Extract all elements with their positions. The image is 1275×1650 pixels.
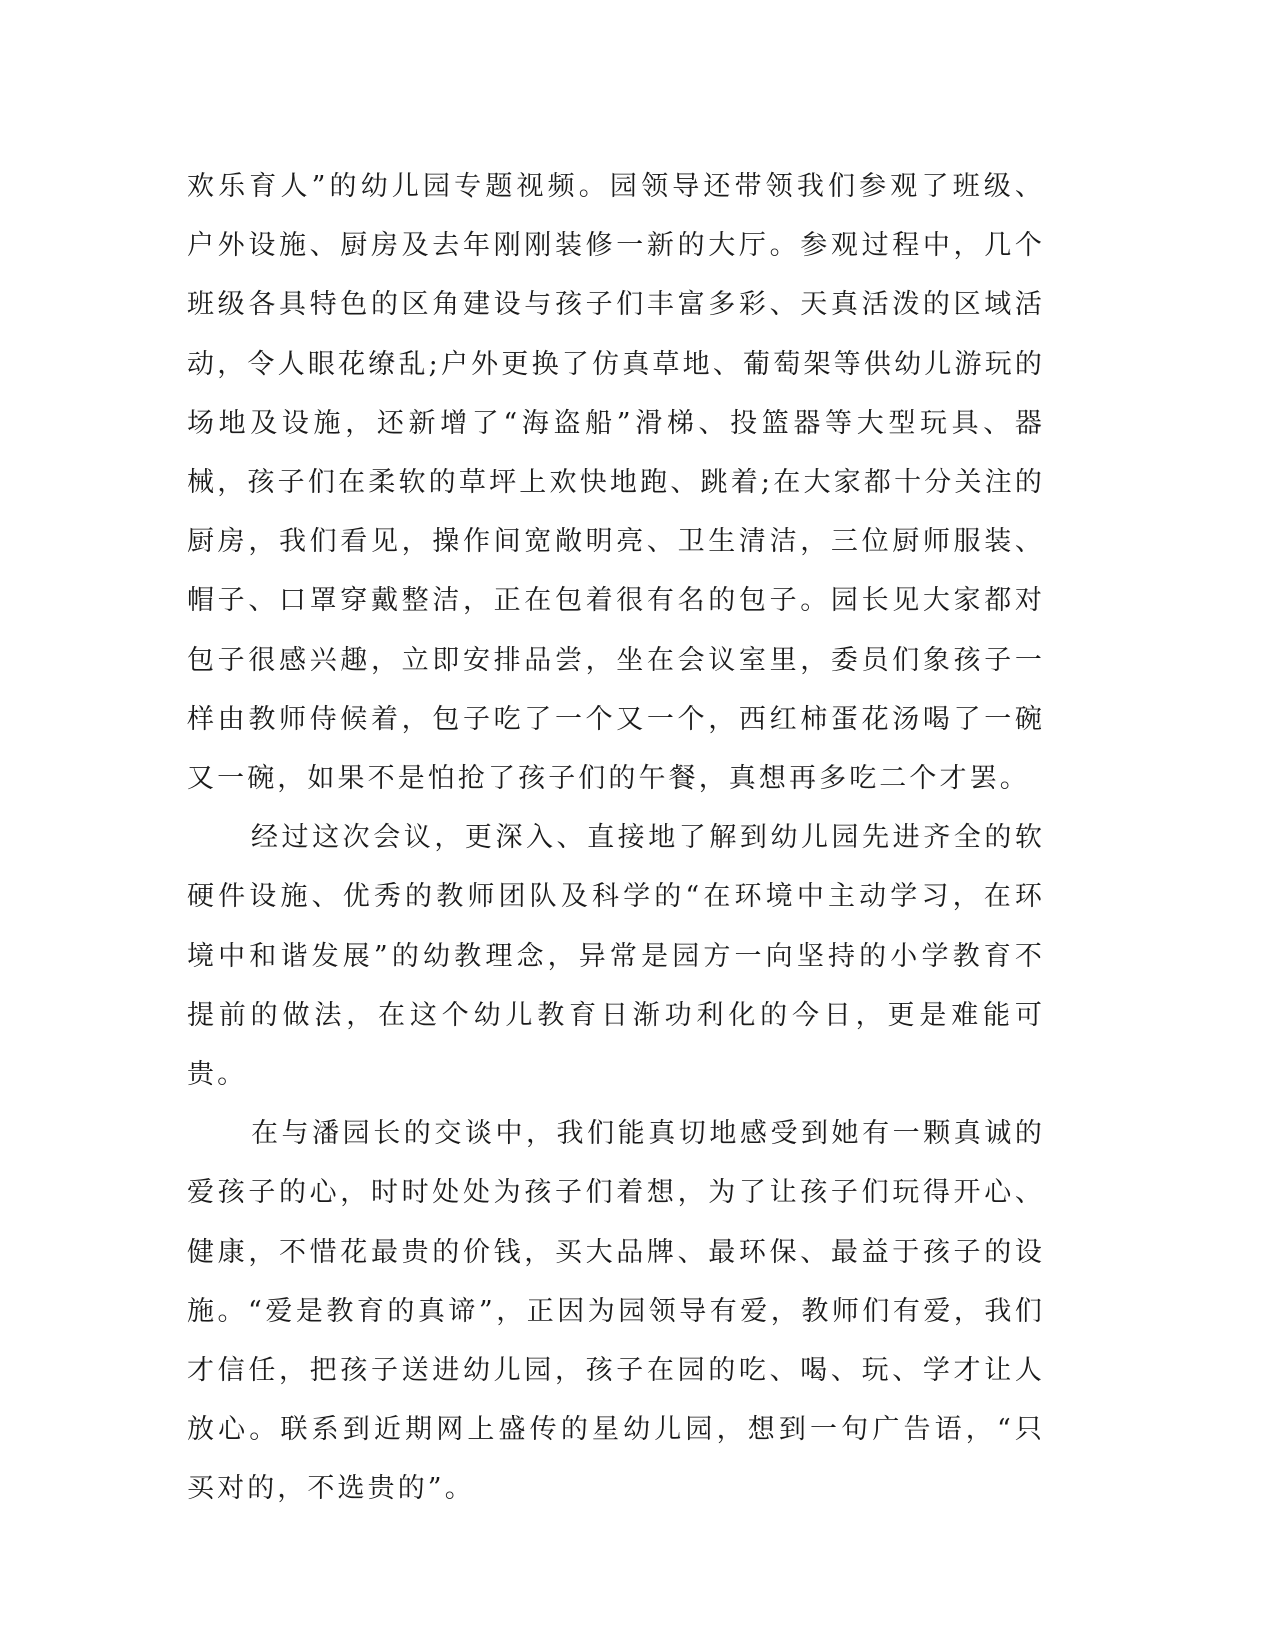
paragraph-visit-description: 欢乐育人”的幼儿园专题视频。园领导还带领我们参观了班级、户外设施、厨房及去年刚刚装修一新的大厅。参观过程中，几个班级各具特色的区角建设与孩子们丰富多彩、天真活泼的区域活动，令人眼花缭乱;户外更换了仿真草地、葡萄架等供幼儿游玩的场地及设施，还新增了“海盗船”滑梯、投篮器等大型玩具、器械，孩子们在柔软的草坪上欢快地跑、跳着;在大家都十分关注的厨房，我们看见，操作间宽敞明亮、卫生清洁，三位厨师服装、帽子、口罩穿戴整洁，正在包着很有名的包子。园长见大家都对包子很感兴趣，立即安排品尝，坐在会议室里，委员们象孩子一样由教师侍候着，包子吃了一个又一个，西红柿蛋花汤喝了一碗又一碗，如果不是怕抢了孩子们的午餐，真想再多吃二个才罢。 <box>187 171 1045 795</box>
paragraph-principal-conversation: 在与潘园长的交谈中，我们能真切地感受到她有一颗真诚的爱孩子的心，时时处处为孩子们着想，为了让孩子们玩得开心、健康，不惜花最贵的价钱，买大品牌、最环保、最益于孩子的设施。“爱是教育的真谛”，正因为园领导有爱，教师们有爱，我们才信任，把孩子送进幼儿园，孩子在园的吃、喝、玩、学才让人放心。联系到近期网上盛传的星幼儿园，想到一句广告语，“只买对的，不选贵的”。 <box>187 1118 1045 1505</box>
document-body <box>187 157 1045 1519</box>
paragraph-meeting-reflection: 经过这次会议，更深入、直接地了解到幼儿园先进齐全的软硬件设施、优秀的教师团队及科学的“在环境中主动学习，在环境中和谐发展”的幼教理念，异常是园方一向坚持的小学教育不提前的做法，在这个幼儿教育日渐功利化的今日，更是难能可贵。 <box>187 822 1045 1091</box>
